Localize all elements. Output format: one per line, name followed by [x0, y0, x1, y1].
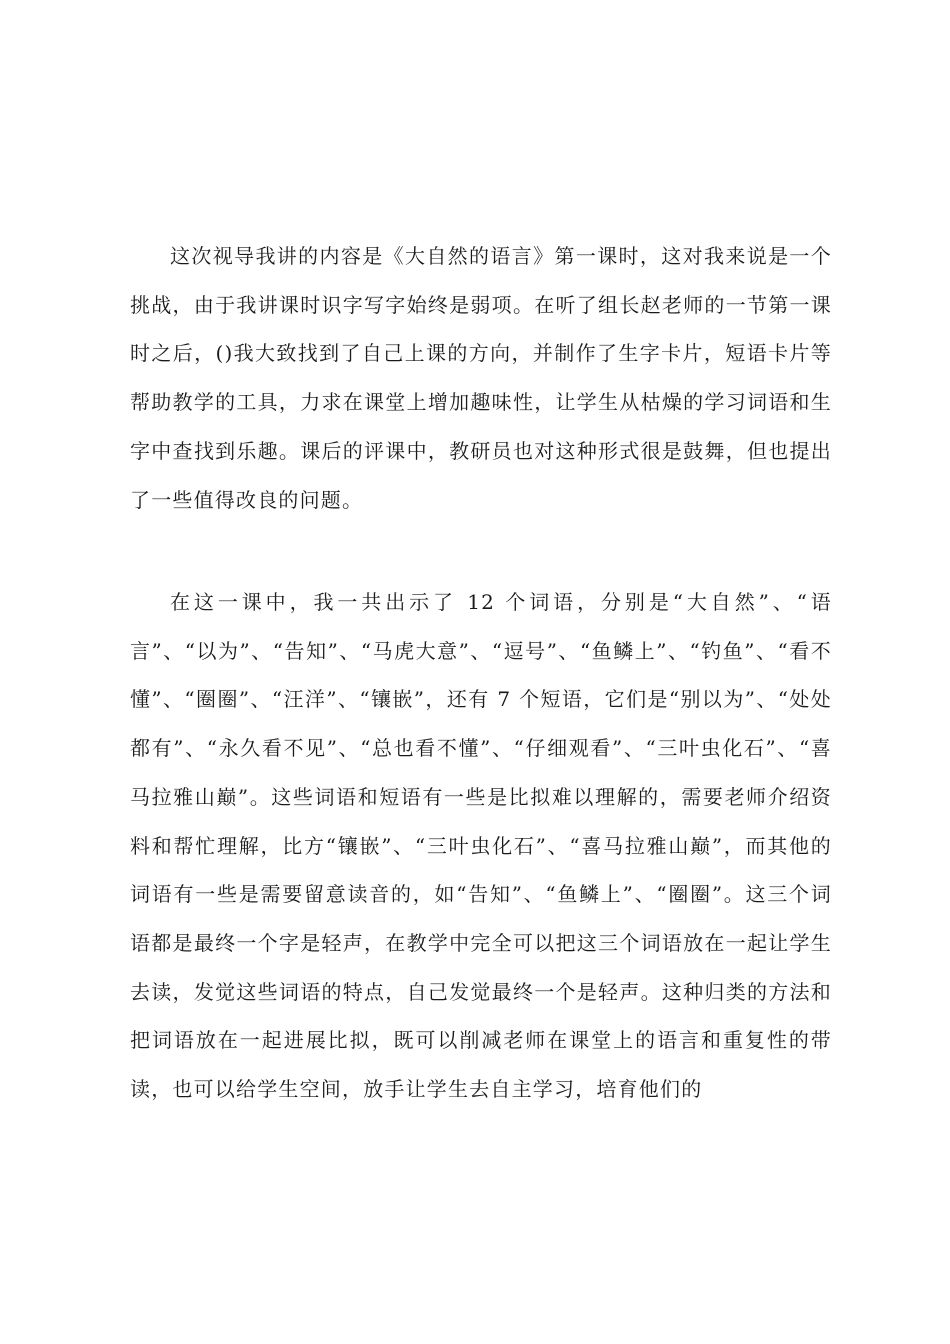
paragraph-2: 在这一课中，我一共出示了 12 个词语，分别是“大自然”、“语言”、“以为”、“告知”、“马虎大意”、“逗号”、“鱼鳞上”、“钓鱼”、“看不懂”、“圈圈”、“汪洋”、“镶嵌”，还有 7 个短语，它们是“别以为”、“处处都有”、“永久看不见”、“总也看不懂”、“仔细观看”、“三叶虫化石”、“喜马拉雅山巅”。这些词语和短语有一些是比拟难以理解的，需要老师介绍资料和帮忙理解，比方“镶嵌”、“三叶虫化石”、“喜马拉雅山巅”，而其他的词语有一些是需要留意读音的，如“告知”、“鱼鳞上”、“圈圈”。这三个词语都是最终一个字是轻声，在教学中完全可以把这三个词语放在一起让学生去读，发觉这些词语的特点，自己发觉最终一个是轻声。这种归类的方法和把词语放在一起进展比拟，既可以削减老师在课堂上的语言和重复性的带读，也可以给学生空间，放手让学生去自主学习，培育他们的	[130, 590, 832, 1102]
paragraph-1: 这次视导我讲的内容是《大自然的语言》第一课时，这对我来说是一个挑战，由于我讲课时识字写字始终是弱项。在听了组长赵老师的一节第一课时之后，()我大致找到了自己上课的方向，并制作了生字卡片，短语卡片等帮助教学的工具，力求在课堂上增加趣味性，让学生从枯燥的学习词语和生字中查找到乐趣。课后的评课中，教研员也对这种形式很是鼓舞，但也提出了一些值得改良的问题。	[130, 244, 832, 512]
